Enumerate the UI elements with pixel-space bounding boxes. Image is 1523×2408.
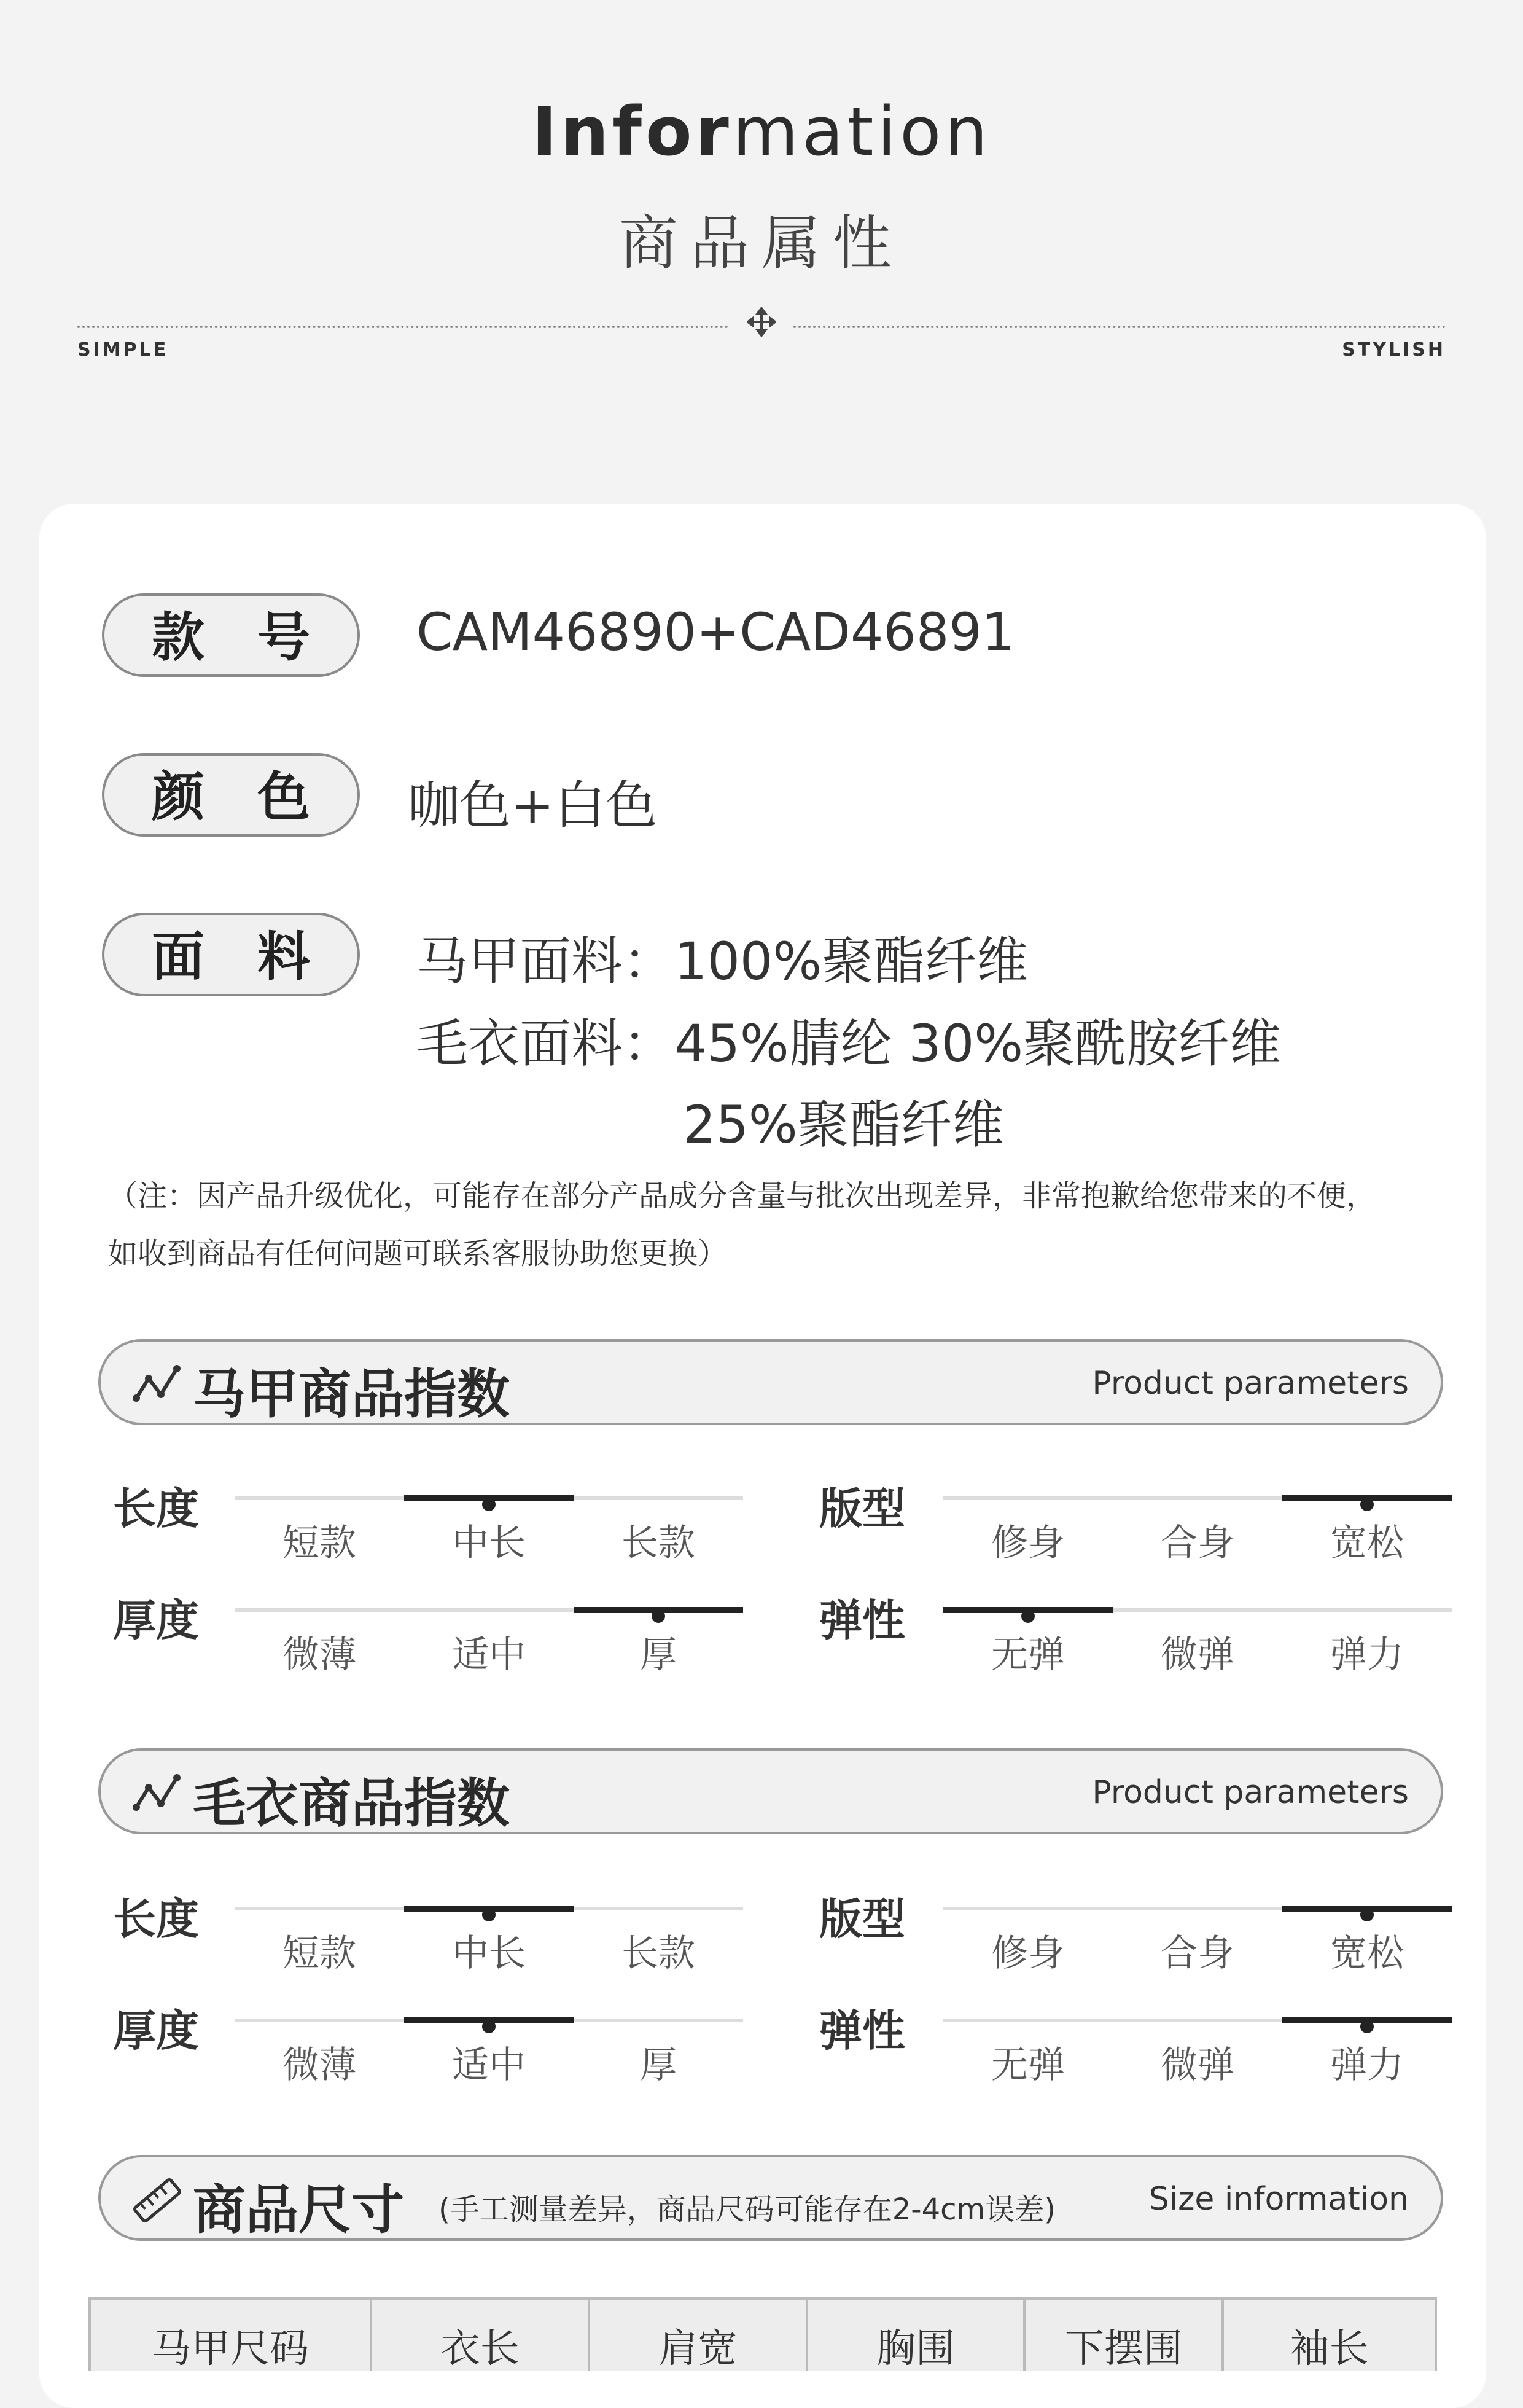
sweater_params-length-label: 长度 (113, 1894, 199, 1944)
size-col-header: 下摆围 (1026, 2300, 1224, 2371)
fabric-line-1: 马甲面料：100%聚酯纤维 (416, 931, 1029, 991)
vest_params-length-selected-dot (482, 1498, 496, 1511)
note-line-1: （注：因产品升级优化，可能存在部分产品成分含量与批次出现差异，非常抱歉给您带来的不便， (108, 1179, 1376, 1213)
sweater_params-thickness-option: 微薄 (282, 2044, 356, 2087)
vest_params-fit-option: 宽松 (1330, 1522, 1404, 1565)
vest_params-length-option: 中长 (452, 1522, 526, 1565)
model-value: CAM46890+CAD46891 (416, 602, 1015, 662)
vest-params-bar (98, 1339, 1443, 1425)
corner-label-left: SIMPLE (77, 339, 169, 361)
sweater_params-elasticity-label: 弹性 (819, 2006, 905, 2056)
four-way-arrow-icon (747, 307, 776, 337)
sweater_params-fit-option: 修身 (991, 1932, 1065, 1975)
sweater_params-thickness-option: 厚 (640, 2044, 677, 2087)
sweater-params-title: 毛衣商品指数 (193, 1773, 510, 1834)
vest-params-subtitle: Product parameters (1092, 1365, 1409, 1402)
divider-right (793, 326, 1446, 328)
vest_params-thickness-option: 微薄 (282, 1633, 356, 1676)
vest_params-fit-label: 版型 (819, 1484, 905, 1534)
ruler-icon (131, 2176, 183, 2225)
sweater_params-elasticity-option: 微弹 (1161, 2044, 1234, 2087)
sweater_params-length-selected-dot (482, 1908, 496, 1921)
divider-left (77, 326, 728, 328)
sweater_params-thickness-option: 适中 (452, 2044, 526, 2087)
size-table-header (88, 2297, 1437, 2371)
sweater-params-subtitle: Product parameters (1092, 1774, 1409, 1811)
sweater_params-thickness-selected-dot (482, 2020, 496, 2033)
sweater_params-fit-option: 合身 (1161, 1932, 1234, 1975)
sweater_params-length-option: 长款 (621, 1932, 695, 1975)
vest_params-length-option: 短款 (282, 1522, 356, 1565)
trend-line-icon (131, 1360, 183, 1409)
corner-label-right: STYLISH (1342, 339, 1446, 361)
vest_params-elasticity-option: 无弹 (991, 1633, 1065, 1676)
vest_params-thickness-option: 厚 (640, 1633, 677, 1676)
trend-line-icon (131, 1769, 183, 1818)
fabric-label: 面 料 (102, 913, 360, 996)
page-subtitle: 商品属性 (619, 209, 904, 278)
sweater_params-fit-option: 宽松 (1330, 1932, 1404, 1975)
size-col-header: 袖长 (1290, 2326, 1369, 2372)
page-title (0, 92, 1523, 171)
vest_params-thickness-label: 厚度 (113, 1595, 199, 1646)
sweater_params-fit-label: 版型 (819, 1894, 905, 1944)
sweater_params-elasticity-option: 无弹 (991, 2044, 1065, 2087)
sweater_params-elasticity-option: 弹力 (1330, 2044, 1404, 2087)
fabric-line-2: 毛衣面料：45%腈纶 30%聚酰胺纤维 (416, 1014, 1282, 1074)
vest_params-thickness-option: 适中 (452, 1633, 526, 1676)
vest-params-title: 马甲商品指数 (193, 1364, 510, 1425)
title-bold: Infor (531, 92, 733, 171)
sweater_params-thickness-label: 厚度 (113, 2006, 199, 2056)
sweater_params-length-option: 中长 (452, 1932, 526, 1975)
size-info-bar (98, 2155, 1443, 2241)
title-light: mation (732, 92, 992, 171)
vest_params-elasticity-option: 微弹 (1161, 1633, 1234, 1676)
vest_params-elasticity-option: 弹力 (1330, 1633, 1404, 1676)
size-info-note: (手工测量差异，商品尺码可能存在2-4cm误差) (438, 2192, 1056, 2227)
sweater_params-fit-selected-dot (1360, 1908, 1374, 1921)
size-col-header: 马甲尺码 (91, 2300, 372, 2371)
vest_params-fit-option: 合身 (1161, 1522, 1234, 1565)
size-col-header: 胸围 (808, 2300, 1026, 2371)
size-info-subtitle: Size information (1148, 2181, 1409, 2218)
vest_params-elasticity-selected-dot (1021, 1609, 1035, 1623)
model-label: 款 号 (102, 593, 360, 677)
size-col-header: 肩宽 (590, 2300, 808, 2371)
vest_params-fit-option: 修身 (991, 1522, 1065, 1565)
vest_params-elasticity-label: 弹性 (819, 1595, 905, 1646)
vest_params-length-label: 长度 (113, 1484, 199, 1534)
sweater-params-bar (98, 1748, 1443, 1834)
sweater_params-length-option: 短款 (282, 1932, 356, 1975)
vest_params-thickness-selected-dot (652, 1609, 665, 1623)
sweater_params-elasticity-selected-dot (1360, 2020, 1374, 2033)
color-label: 颜 色 (102, 753, 360, 837)
size-col-header: 衣长 (372, 2300, 590, 2371)
vest_params-fit-selected-dot (1360, 1498, 1374, 1511)
note-line-2: 如收到商品有任何问题可联系客服协助您更换） (108, 1237, 728, 1271)
vest_params-length-option: 长款 (621, 1522, 695, 1565)
fabric-line-3: 25%聚酯纤维 (683, 1095, 1004, 1155)
size-info-title: 商品尺寸 (193, 2179, 404, 2241)
color-value: 咖色+白色 (408, 775, 658, 835)
